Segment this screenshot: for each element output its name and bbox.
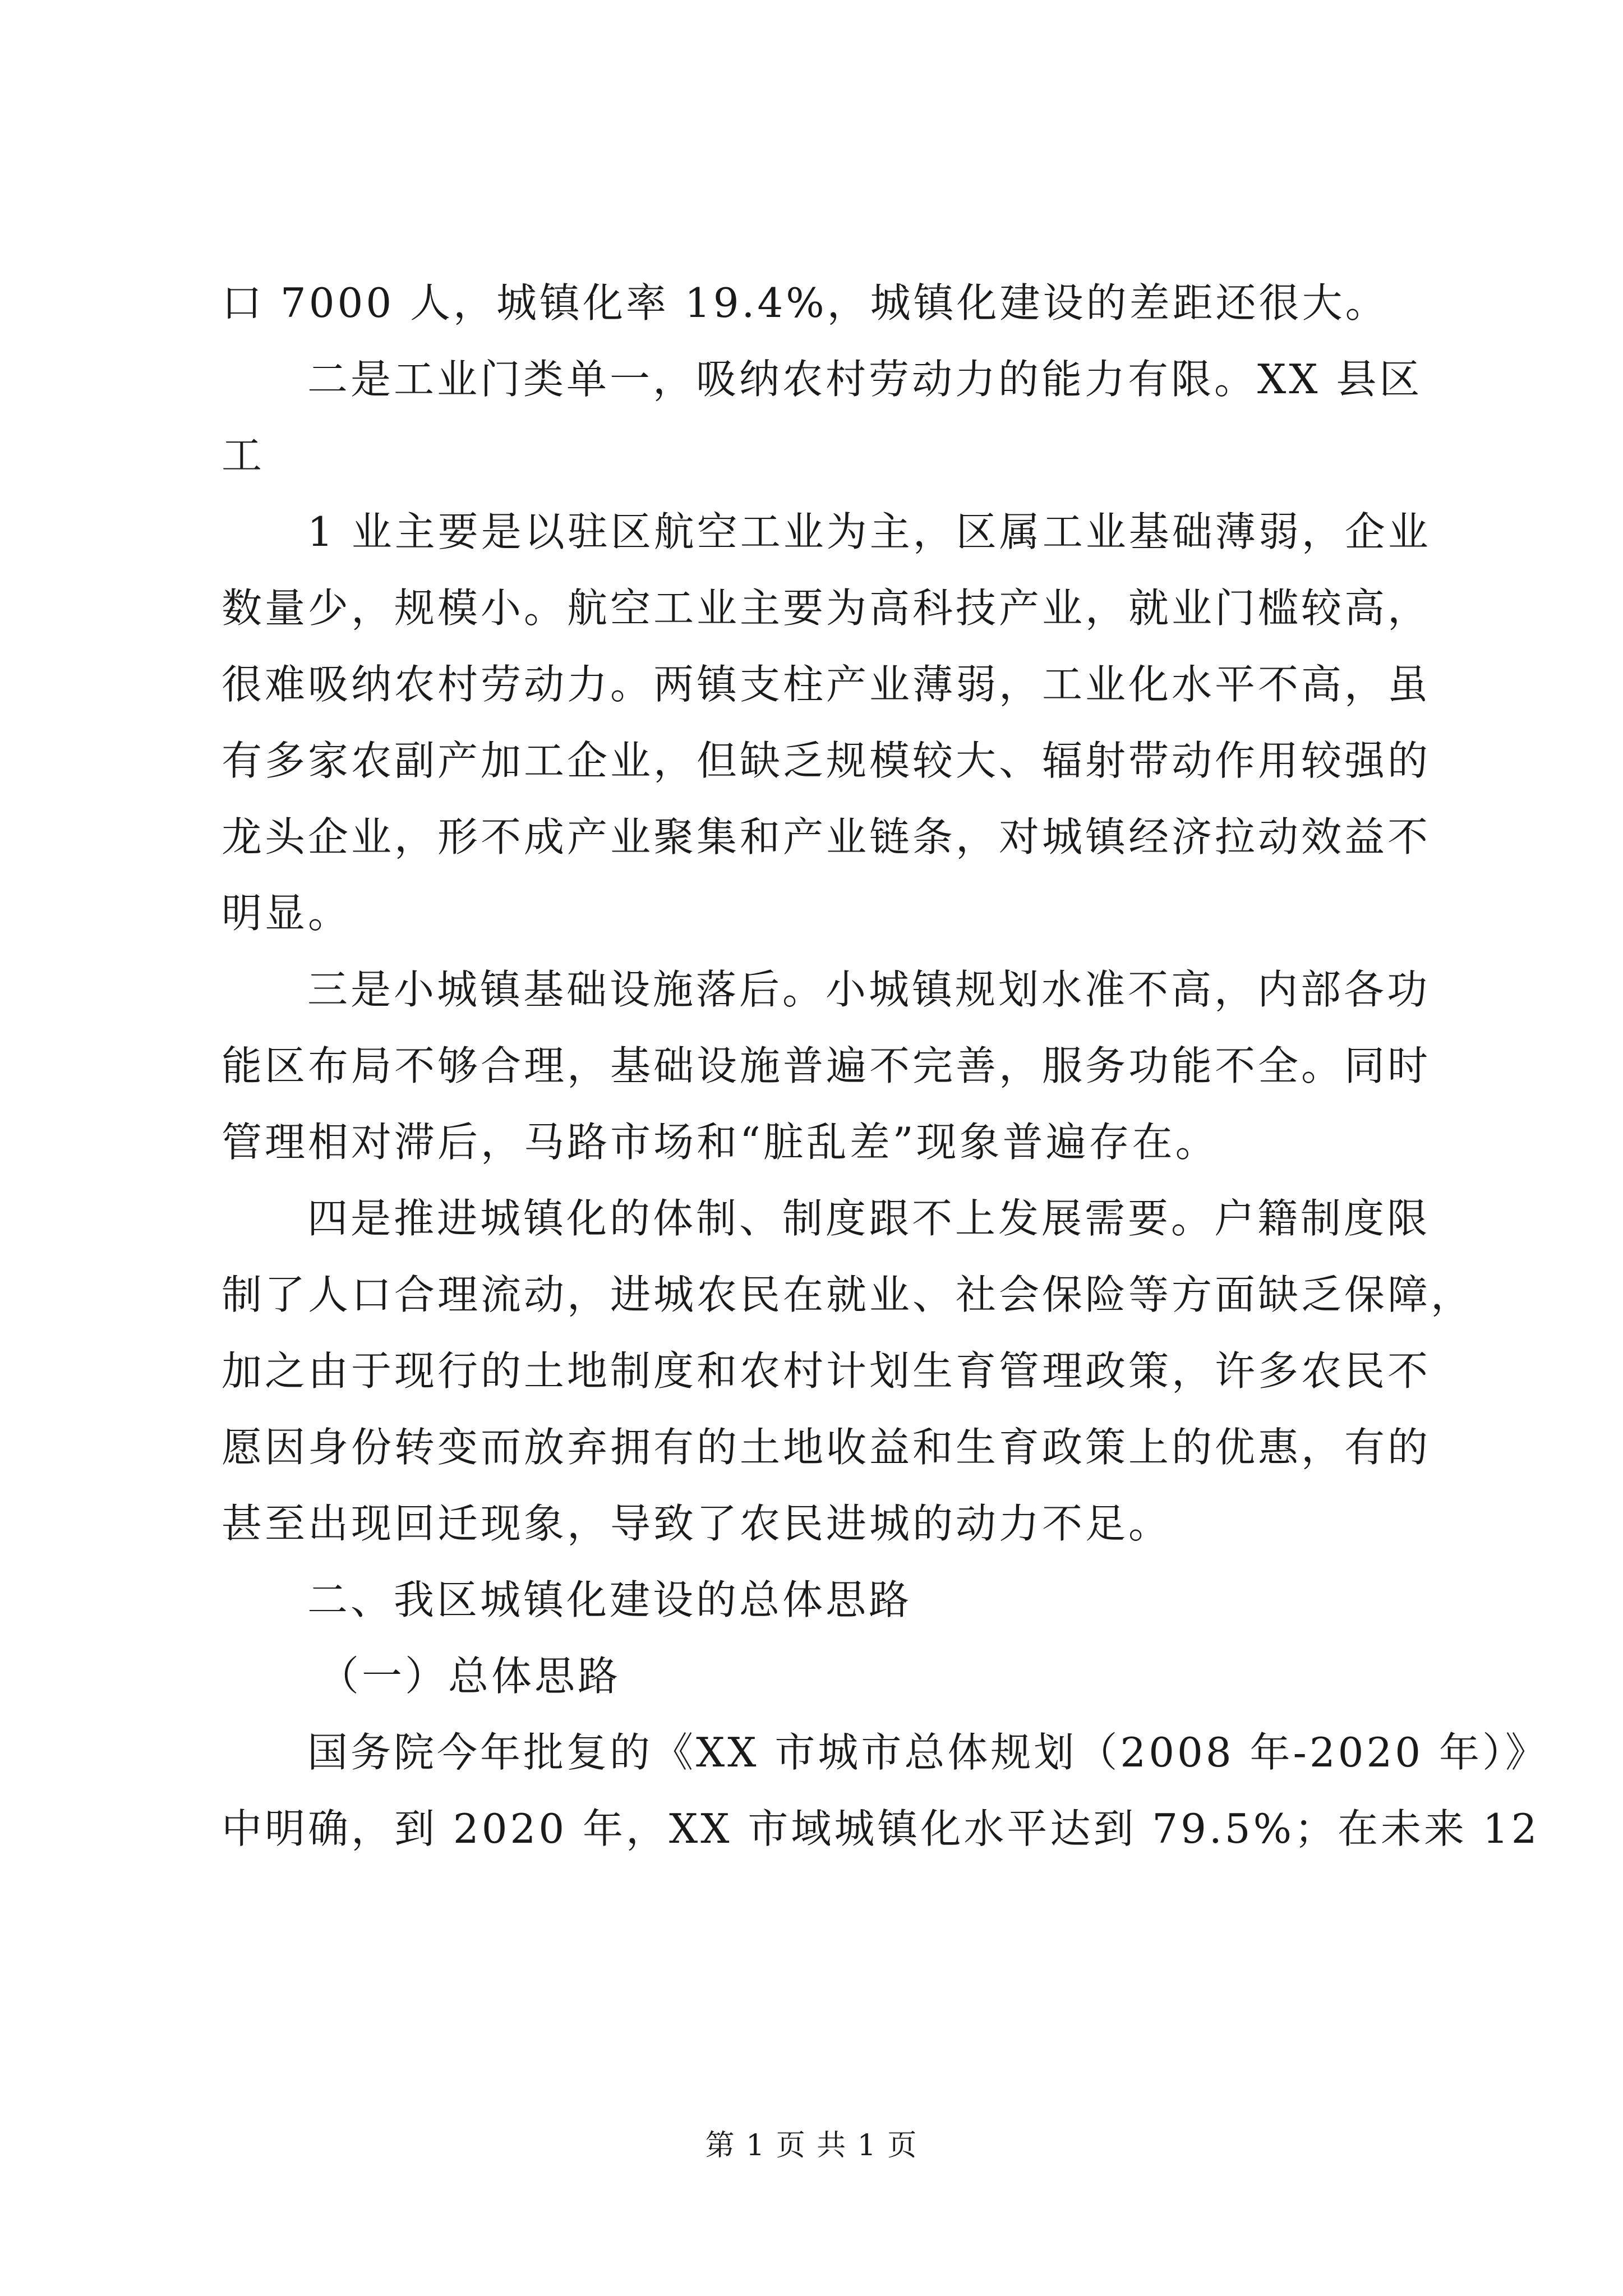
- body-line: 中明确，到 2020 年，XX 市域城镇化水平达到 79.5%；在未来 12: [222, 1805, 1540, 1852]
- body-line: 制了人口合理流动，进城农民在就业、社会保险等方面缺乏保障，: [222, 1271, 1474, 1318]
- body-line: 能区布局不够合理，基础设施普遍不完善，服务功能不全。同时: [222, 1042, 1431, 1089]
- body-line: 数量少，规模小。航空工业主要为高科技产业，就业门槛较高，: [222, 585, 1431, 632]
- page-footer: 第 1 页 共 1 页: [705, 2129, 918, 2162]
- body-line: 三是小城镇基础设施落后。小城镇规划水准不高，内部各功: [307, 966, 1431, 1013]
- body-line: 1 业主要是以驻区航空工业为主，区属工业基础薄弱，企业: [307, 508, 1431, 555]
- body-line: 工: [222, 432, 265, 479]
- body-line: 口 7000 人，城镇化率 19.4%，城镇化建设的差距还很大。: [222, 279, 1389, 326]
- body-line: 甚至出现回迁现象，导致了农民进城的动力不足。: [222, 1500, 1172, 1547]
- body-line: 国务院今年批复的《XX 市城市总体规划（2008 年-2020 年）》: [307, 1729, 1548, 1776]
- body-line: 有多家农副产加工企业，但缺乏规模较大、辐射带动作用较强的: [222, 737, 1431, 784]
- body-line: 愿因身份转变而放弃拥有的土地收益和生育政策上的优惠，有的: [222, 1424, 1431, 1471]
- section-heading: 二、我区城镇化建设的总体思路: [307, 1576, 912, 1623]
- body-line: 明显。: [222, 890, 352, 937]
- body-line: 四是推进城镇化的体制、制度跟不上发展需要。户籍制度限: [307, 1195, 1431, 1242]
- body-line: 二是工业门类单一，吸纳农村劳动力的能力有限。XX 县区: [307, 356, 1423, 403]
- body-line: 很难吸纳农村劳动力。两镇支柱产业薄弱，工业化水平不高，虽: [222, 661, 1431, 708]
- body-line: 龙头企业，形不成产业聚集和产业链条，对城镇经济拉动效益不: [222, 813, 1431, 861]
- subsection-heading: （一）总体思路: [319, 1653, 621, 1700]
- body-line: 加之由于现行的土地制度和农村计划生育管理政策，许多农民不: [222, 1347, 1431, 1395]
- body-line: 管理相对滞后，马路市场和“脏乱差”现象普遍存在。: [222, 1119, 1219, 1166]
